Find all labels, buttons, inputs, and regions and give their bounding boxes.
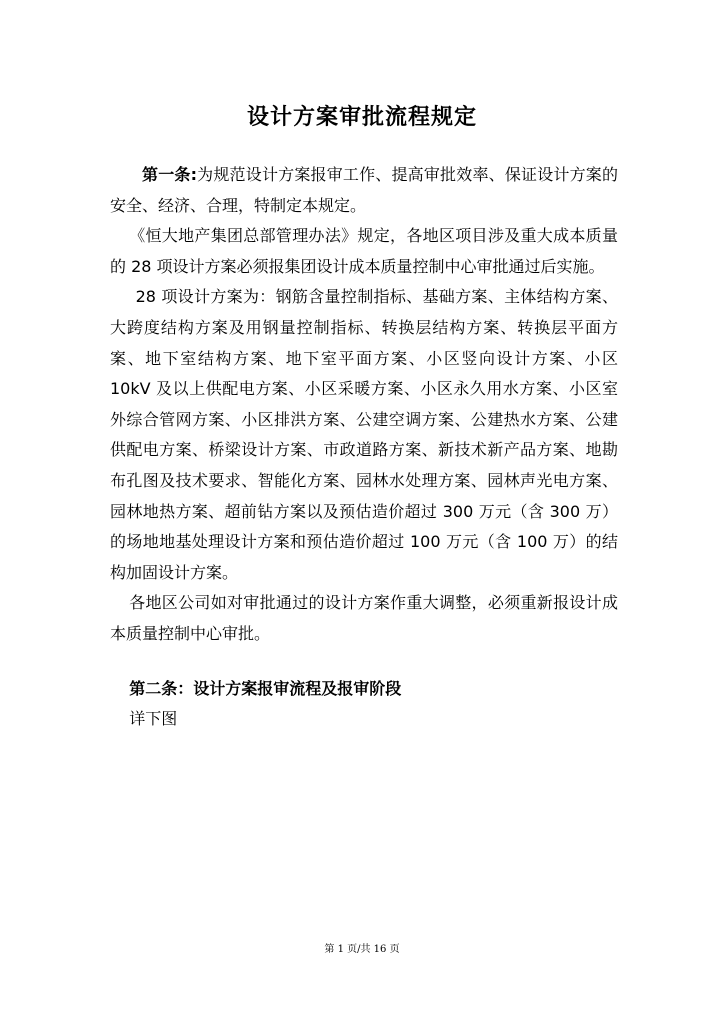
paragraph-3: 28 项设计方案为：钢筋含量控制指标、基础方案、主体结构方案、大跨度结构方案及用钢量控制指标、转换层结构方案、转换层平面方案、地下室结构方案、地下室平面方案、小区竖向设计方案、小区 10kV 及以上供配电方案、小区采暖方案、小区永久用水方案、小区室外综合管网方案、小区排洪方案、公建空调方案、公建热水方案、公建供配电方案、桥梁设计方案、市政道路方案、新技术新产品方案、地勘布孔图及技术要求、智能化方案、园林水处理方案、园林声光电方案、园林地热方案、超前钻方案以及预估造价超过 300 万元（含 300 万）的场地地基处理设计方案和预估造价超过 100 万元（含 100 万）的结构加固设计方案。 <box>110 287 618 582</box>
document-title: 设计方案审批流程规定 <box>246 105 477 130</box>
paragraph-4: 各地区公司如对审批通过的设计方案作重大调整，必须重新报设计成本质量控制中心审批。 <box>110 593 618 643</box>
page-footer: 第 1 页/共 16 页 <box>324 944 400 955</box>
article-1-heading: 第一条: <box>142 165 197 184</box>
section-gap <box>110 650 618 674</box>
article-1-text: 为规范设计方案报审工作、提高审批效率、保证设计方案的安全、经济、合理，特制定本规定。 <box>110 165 618 215</box>
paragraph-2: 《恒大地产集团总部管理办法》规定，各地区项目涉及重大成本质量的 28 项设计方案必须报集团设计成本质量控制中心审批通过后实施。 <box>110 226 618 276</box>
article-2-text: 详下图 <box>129 709 178 729</box>
article-1-paragraph <box>110 160 618 221</box>
document-body <box>110 160 618 735</box>
article-2-heading: 第二条：设计方案报审流程及报审阶段 <box>129 678 402 698</box>
